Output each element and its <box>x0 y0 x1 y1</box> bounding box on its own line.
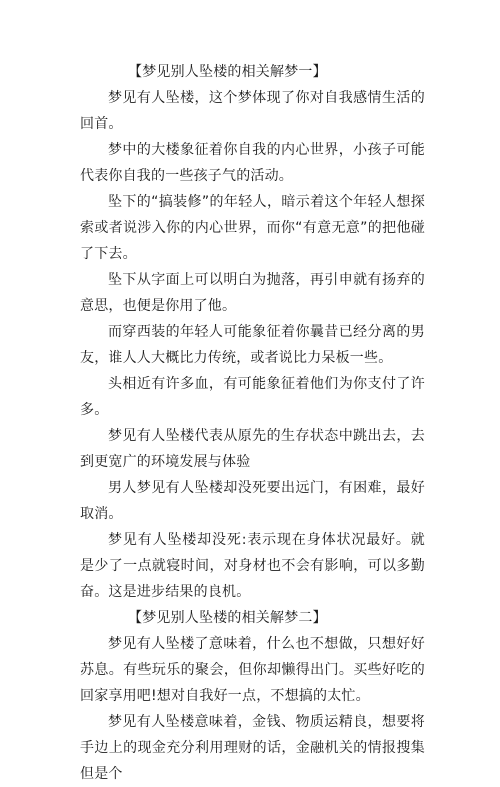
paragraph: 而穿西装的年轻人可能象征着你曩昔已经分离的男友，谁人人大概比力传统，或者说比力呆板一些。 <box>80 324 425 366</box>
document-body <box>80 59 425 787</box>
paragraph: 坠下从字面上可以明白为抛落，再引申就有扬弃的意思，也便是你用了他。 <box>80 272 425 314</box>
paragraph: 梦见有人坠楼了意味着，什么也不想做，只想好好苏息。有些玩乐的聚会，但你却懒得出门。买些好吃的回家享用吧!想对自我好一点，不想搞的太忙。 <box>80 636 425 704</box>
paragraph: 坠下的“搞装修”的年轻人，暗示着这个年轻人想探索或者说涉入你的内心世界，而你“有意无意”的把他碰了下去。 <box>80 194 425 262</box>
paragraph: 梦见有人坠楼意味着，金钱、物质运精良，想要将手边上的现金充分利用理财的话，金融机关的情报搜集但是个 <box>80 714 425 782</box>
section-heading-2: 【梦见别人坠楼的相关解梦二】 <box>128 610 327 626</box>
paragraph: 头相近有许多血，有可能象征着他们为你支付了许多。 <box>80 376 425 418</box>
paragraph: 梦见有人坠楼却没死:表示现在身体状况最好。就是少了一点就寝时间，对身材也不会有影响，可以多勤奋。这是进步结果的良机。 <box>80 532 425 600</box>
paragraph: 梦见有人坠楼，这个梦体现了你对自我感情生活的回首。 <box>80 90 425 132</box>
section-heading-1: 【梦见别人坠楼的相关解梦一】 <box>128 64 327 80</box>
paragraph: 男人梦见有人坠楼却没死要出远门，有困难，最好取消。 <box>80 480 425 522</box>
paragraph: 梦中的大楼象征着你自我的内心世界，小孩子可能代表你自我的一些孩子气的活动。 <box>80 142 425 184</box>
paragraph: 梦见有人坠楼代表从原先的生存状态中跳出去，去到更宽广的环境发展与体验 <box>80 428 425 470</box>
